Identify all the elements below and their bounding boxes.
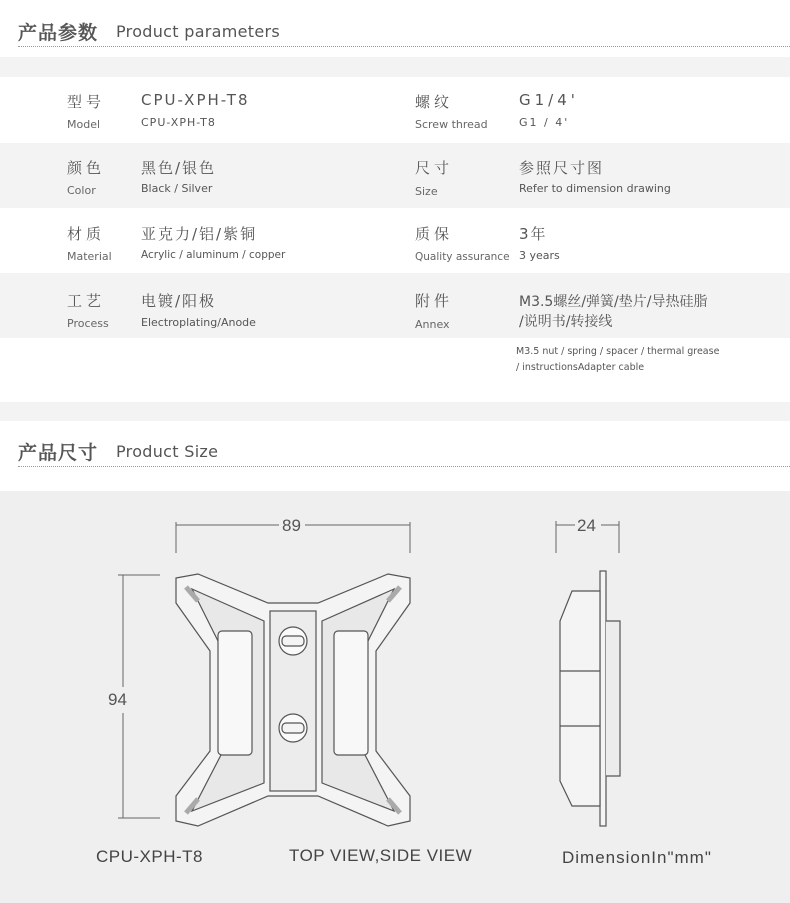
row-value-cn: G1/4' xyxy=(519,91,579,109)
section-divider xyxy=(18,466,790,467)
row-value-en: Refer to dimension drawing xyxy=(519,182,671,195)
row-value-en: Acrylic / aluminum / copper xyxy=(141,249,286,261)
table-row-note xyxy=(0,338,790,402)
table-row xyxy=(0,208,790,273)
row-label-cn: 工艺 xyxy=(67,292,106,310)
section-divider xyxy=(18,46,790,47)
dimension-drawing-panel xyxy=(0,491,790,903)
row-label-cn: 螺纹 xyxy=(415,93,454,111)
row-value-cn: M3.5螺丝/弹簧/垫片/导热硅脂 xyxy=(519,294,708,310)
row-value-cn: 黑色/银色 xyxy=(141,159,217,177)
row-value-cn-line2: /说明书/转接线 xyxy=(519,314,613,330)
top-view-outline xyxy=(176,574,410,826)
row-value-cn: 亚克力/铝/紫铜 xyxy=(141,225,258,243)
table-row xyxy=(0,77,790,143)
row-label-en: Color xyxy=(67,184,96,197)
unit-caption: DimensionIn"mm" xyxy=(562,848,712,867)
side-dimension: 24 xyxy=(577,516,596,535)
model-caption: CPU-XPH-T8 xyxy=(96,847,204,866)
row-value-en: 3 years xyxy=(519,249,560,262)
row-label-en: Material xyxy=(67,250,112,263)
params-title-cn: 产品参数 xyxy=(18,22,99,44)
annex-note-en-line2: / instructionsAdapter cable xyxy=(516,362,645,373)
row-value-cn: CPU-XPH-T8 xyxy=(141,91,250,109)
size-title-en: Product Size xyxy=(116,442,219,461)
row-label-cn: 尺寸 xyxy=(415,159,454,177)
row-label-cn: 材质 xyxy=(67,225,106,243)
views-caption: TOP VIEW,SIDE VIEW xyxy=(289,846,473,865)
size-title-cn: 产品尺寸 xyxy=(18,442,99,464)
row-label-en: Size xyxy=(415,185,438,198)
table-bottom-band xyxy=(0,402,790,421)
row-label-cn: 质保 xyxy=(415,225,454,243)
side-view-outline xyxy=(560,571,620,826)
row-label-cn: 附件 xyxy=(415,292,454,310)
row-label-cn: 型号 xyxy=(67,93,106,111)
row-value-cn: 电镀/阳极 xyxy=(141,292,217,310)
row-value-en: CPU-XPH-T8 xyxy=(141,116,216,129)
row-value-cn: 3年 xyxy=(519,225,548,243)
row-label-en: Model xyxy=(67,118,101,131)
params-title-en: Product parameters xyxy=(116,22,281,41)
table-top-band xyxy=(0,57,790,77)
table-row xyxy=(0,273,790,338)
row-value-en: Black / Silver xyxy=(141,182,213,195)
row-value-en: Electroplating/Anode xyxy=(141,316,256,329)
width-dimension: 89 xyxy=(282,516,301,535)
params-section-header xyxy=(0,8,790,48)
row-value-cn: 参照尺寸图 xyxy=(519,159,605,177)
row-label-cn: 颜色 xyxy=(67,159,106,177)
row-label-en: Annex xyxy=(415,318,450,331)
row-label-en: Process xyxy=(67,317,109,330)
row-label-en: Quality assurance xyxy=(415,251,510,263)
table-row xyxy=(0,143,790,208)
row-label-en: Screw thread xyxy=(415,118,488,131)
annex-note-en: M3.5 nut / spring / spacer / thermal grease xyxy=(516,346,720,357)
row-value-en: G1 / 4' xyxy=(519,116,570,129)
height-dimension: 94 xyxy=(108,690,127,709)
size-section-header xyxy=(0,428,790,468)
